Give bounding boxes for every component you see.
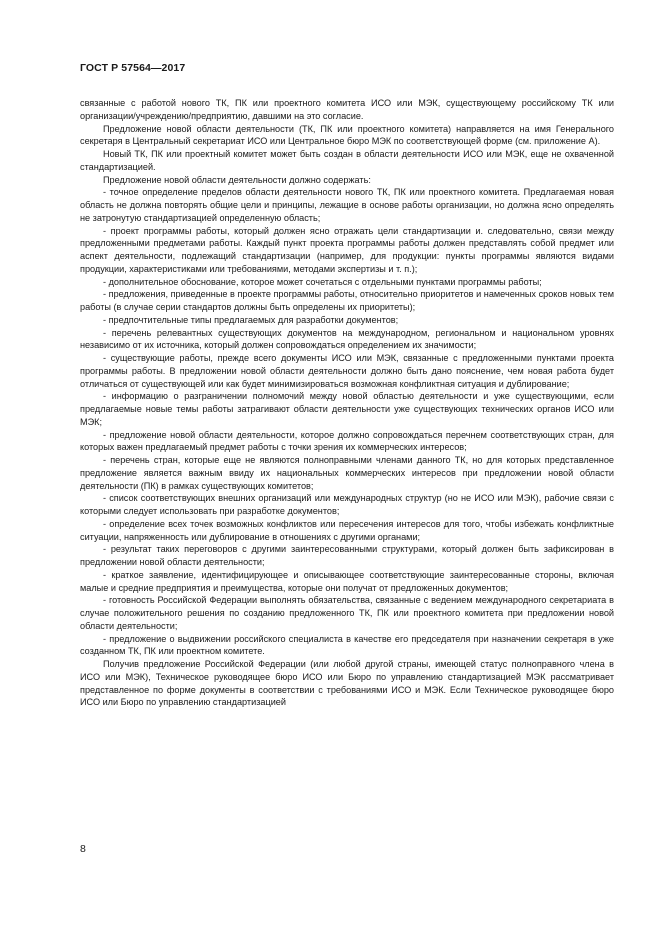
body-paragraph: Получив предложение Российской Федерации (или любой другой страны, имеющей статус полноправного члена в ИСО или МЭК), Техническое руководящее бюро ИСО или Бюро по управлению стандартизацией МЭК рассматривает представленное по форме документы в соответствии с требованиями ИСО и МЭК. Если Техническое руководящее бюро ИСО или Бюро по управлению стандартизацией	[80, 659, 614, 708]
body-paragraph: Предложение новой области деятельности (ТК, ПК или проектного комитета) направляется на имя Генерального секретаря в Центральный секретариат ИСО или Центральное бюро МЭК по соответствующей форме (см. приложение А).	[80, 123, 614, 147]
body-paragraph: - предложения, приведенные в проекте программы работы, относительно приоритетов и намеченных сроков новых тем работы (в случае серии стандартов должны быть определены их приоритеты);	[80, 289, 614, 312]
body-paragraph: - перечень релевантных существующих документов на международном, региональном и национальном уровнях независимо от их источника, который должен сопровождаться определением их значимости;	[80, 327, 614, 351]
body-paragraph: - результат таких переговоров с другими заинтересованными структурами, который должен быть зафиксирован в предложении новой области деятельности;	[80, 544, 614, 567]
page-number: 8	[80, 843, 86, 855]
body-paragraph: - точное определение пределов области деятельности нового ТК, ПК или проектного комитета. Предлагаемая новая область не должна повторять общие цели и принципы, лежащие в основе работы организации, но должна ясно определять не затронутую стандартизацией определенную область;	[80, 187, 614, 223]
document-header: ГОСТ Р 57564—2017	[80, 62, 186, 74]
body-paragraph: - информацию о разграничении полномочий между новой областью деятельности и уже существующими, если предлагаемые новые темы работы затрагивают области деятельности уже существующих технических органов ИСО или МЭК;	[80, 391, 614, 427]
body-paragraph: - дополнительное обоснование, которое может сочетаться с отдельными пунктами программы работы;	[103, 276, 542, 287]
body-paragraph: Предложение новой области деятельности должно содержать:	[103, 174, 371, 185]
body-paragraph: - проект программы работы, который должен ясно отражать цели стандартизации и. следовательно, связи между предложенными предметами работы. Каждый пункт проекта программы работы должен представлять собой предмет или аспект деятельности, подлежащий стандартизации (например, для продукции: пункты программы являются видами продукции, характеристиками или требованиями, методами экспертизы и т. п.);	[80, 225, 614, 274]
document-body	[80, 97, 614, 709]
body-paragraph: - предложение новой области деятельности, которое должно сопровождаться перечнем соответствующих стран, для которых важен предлагаемый предмет работы с точки зрения их коммерческих интересов;	[80, 429, 614, 453]
body-paragraph: - предпочтительные типы предлагаемых для разработки документов;	[103, 314, 399, 325]
body-paragraph: - краткое заявление, идентифицирующее и описывающее соответствующие заинтересованные стороны, включая малые и средние предприятия и преимущества, которые они получат от предложенных документов;	[80, 569, 614, 593]
body-paragraph: связанные с работой нового ТК, ПК или проектного комитета ИСО или МЭК, существующему российскому ТК или организации/учреждению/предприятию, давшими на это согласие.	[80, 98, 614, 121]
body-paragraph: - предложение о выдвижении российского специалиста в качестве его председателя при назначении секретаря в уже созданном ТК, ПК или проектном комитете.	[80, 633, 614, 657]
body-paragraph: - готовность Российской Федерации выполнять обязательства, связанные с ведением международного секретариата в случае положительного решения по созданию предложенного ТК, ПК или проектного комитета при предложении новой области деятельности;	[80, 595, 614, 631]
body-paragraph: - перечень стран, которые еще не являются полноправными членами данного ТК, но для которых представленное предложение является важным ввиду их национальных коммерческих интересов при предложении новой области деятельности (ПК) в рамках существующих комитетов;	[80, 455, 614, 491]
body-paragraph: - существующие работы, прежде всего документы ИСО или МЭК, связанные с предложенными пунктами проекта программы работы. В предложении новой области деятельности должно быть дано пояснение, чем новая работа будет отличаться от существующей или как будет минимизироваться возможная конфликтная ситуация и дублирование;	[80, 353, 614, 389]
body-paragraph: - определение всех точек возможных конфликтов или пересечения интересов для того, чтобы избежать конфликтные ситуации, напряженность или дублирование в отношениях с другими органами;	[80, 518, 614, 542]
body-paragraph: Новый ТК, ПК или проектный комитет может быть создан в области деятельности ИСО или МЭК, еще не охваченной стандартизацией.	[80, 149, 614, 172]
body-paragraph: - список соответствующих внешних организаций или международных структур (но не ИСО или МЭК), рабочие связи с которыми следует использовать при разработке документов;	[80, 493, 614, 516]
